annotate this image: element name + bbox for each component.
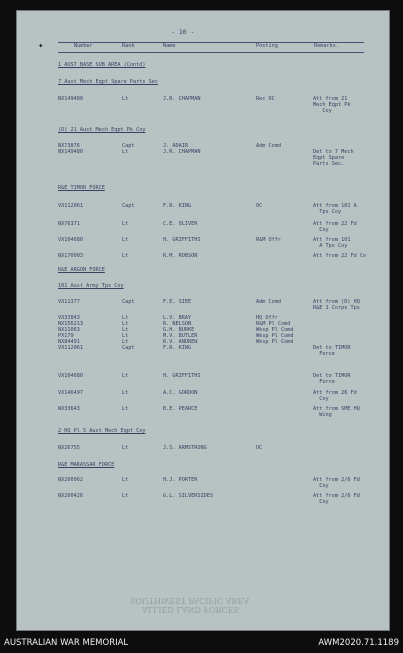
cell-post: OC — [256, 203, 263, 209]
section-heading: R&E TIMOR FORCE — [58, 185, 105, 191]
cell-rank: Lt — [122, 406, 129, 412]
cell-post: Adm Comd — [256, 143, 281, 149]
section-heading: R&E MAKASSAR FORCE — [58, 462, 115, 468]
footer-right-label: AWM2020.71.1189 — [318, 638, 399, 648]
cell-rank: Lt — [122, 221, 129, 227]
cell-num: VX112061 — [58, 203, 83, 209]
cell-num: VX104680 — [58, 373, 83, 379]
cell-rem: Att from 101 A Tps Coy — [313, 203, 357, 215]
cell-rem: Att from 26 Fd Coy — [313, 390, 357, 402]
cell-post: R&M Offr — [256, 237, 281, 243]
cell-rank: Capt Lt — [122, 143, 135, 155]
cell-rank: Lt — [122, 493, 129, 499]
column-header-posting: Posting — [256, 43, 278, 49]
cell-num: WX33643 — [58, 406, 80, 412]
cell-rank: Capt — [122, 299, 135, 305]
column-header-remarks: Remarks. — [314, 43, 339, 49]
cell-name: C.E. OLIVER — [163, 221, 198, 227]
stamp-line-1: SOUTHWEST PACIFIC AREA — [130, 596, 250, 605]
cell-rem: Att from 2/6 Fd Coy — [313, 493, 360, 505]
cell-name: H.J. PORTER — [163, 477, 198, 483]
column-header-number: Number — [74, 43, 93, 49]
cell-rem: Att from 22 Fd Co — [313, 253, 367, 259]
section-heading: 7 Aust Mech Eqpt Spare Parts Sec — [58, 79, 158, 85]
cell-rem: Det to TIMOR Force — [313, 345, 351, 357]
section-heading: 101 Aust Army Tps Coy — [58, 283, 124, 289]
cell-num: NX73876 NX149480 — [58, 143, 83, 155]
hole-punch-mark: ✦ — [38, 41, 44, 51]
cell-rem: Att from 22 Fd Coy — [313, 221, 357, 233]
cell-rank: Lt — [122, 390, 129, 396]
page-number: - 10 - — [171, 28, 195, 36]
cell-num: VX146497 — [58, 390, 83, 396]
cell-num: NX170903 — [58, 253, 83, 259]
cell-rank: Lt — [122, 373, 129, 379]
cell-post: OC — [256, 445, 263, 451]
stamp-line-2: ALLIED LAND FORCES — [142, 605, 239, 614]
cell-name: B.E. PEARCE — [163, 406, 198, 412]
section-heading: 1 AUST BASE SUB AREA (Contd) — [58, 62, 146, 68]
cell-post: Adm Comd — [256, 299, 281, 305]
cell-rem: Att from 2/6 Fd Coy — [313, 477, 360, 489]
cell-name: F.E. SIEE — [163, 299, 192, 305]
cell-num: NX76371 — [58, 221, 80, 227]
cell-num: NX200426 — [58, 493, 83, 499]
cell-name: J.R. CHAPMAN — [163, 96, 201, 102]
section-heading: R&E ARGON FORCE — [58, 267, 105, 273]
cell-name: L.V. BRAY R. NELSON G.H. BURKE M.V. BUTLER R.V. ANDREW F.R. KING — [163, 315, 198, 351]
cell-rem: Det to TIMOR Force — [313, 373, 351, 385]
cell-rem: Det to 7 Mech Eqpt Spare Parts Sec. — [313, 149, 354, 167]
cell-rank: Lt Lt Lt Lt Lt Capt — [122, 315, 135, 351]
cell-name: G.L. SILVERSIDES — [163, 493, 213, 499]
column-header-rank: Rank — [122, 43, 135, 49]
cell-rem: Att from 101 A Tps Coy — [313, 237, 351, 249]
cell-rank: Lt — [122, 96, 129, 102]
cell-rem: Att from 21 Mech Eqpt Pk Coy — [313, 96, 351, 114]
cell-rank: Lt — [122, 477, 129, 483]
section-heading: (D) 21 Aust Mech Eqpt Pk Coy — [58, 127, 146, 133]
cell-num: VX104680 — [58, 237, 83, 243]
cell-rank: Lt — [122, 445, 129, 451]
cell-rank: Capt — [122, 203, 135, 209]
cell-name: A.C. GORDON — [163, 390, 198, 396]
cell-num: NX149480 — [58, 96, 83, 102]
cell-rank: Lt — [122, 237, 129, 243]
cell-name: R.M. ROBSON — [163, 253, 198, 259]
cell-name: J.S. ARMSTRONG — [163, 445, 207, 451]
cell-rem: Att from (D) HQ R&E 1 Corps Tps — [313, 299, 360, 311]
cell-name: F.R. KING — [163, 203, 192, 209]
cell-post: Rec OC — [256, 96, 275, 102]
section-heading: 2 HQ Pl 5 Aust Mech Eqpt Coy — [58, 428, 146, 434]
cell-name: H. GRIFFITHS — [163, 237, 201, 243]
cell-num: VX33843 NX156213 NX11063 PX179 NX84491 VX112061 — [58, 315, 83, 351]
cell-rem: Att from SME HQ Wing — [313, 406, 360, 418]
cell-num: VX11377 — [58, 299, 80, 305]
cell-name: J. ADAIR J.R. CHAPMAN — [163, 143, 201, 155]
cell-rank: Lt — [122, 253, 129, 259]
cell-num: NX200962 — [58, 477, 83, 483]
footer-left-label: AUSTRALIAN WAR MEMORIAL — [4, 638, 129, 648]
column-header-name: Name — [163, 43, 176, 49]
cell-post: HQ Offr R&M Pl Comd Wksp Pl Comd Wksp Pl Comd Wksp Pl Comd — [256, 315, 294, 345]
footer-bar — [0, 633, 403, 653]
cell-num: NX26755 — [58, 445, 80, 451]
cell-name: H. GRIFFITHS — [163, 373, 201, 379]
